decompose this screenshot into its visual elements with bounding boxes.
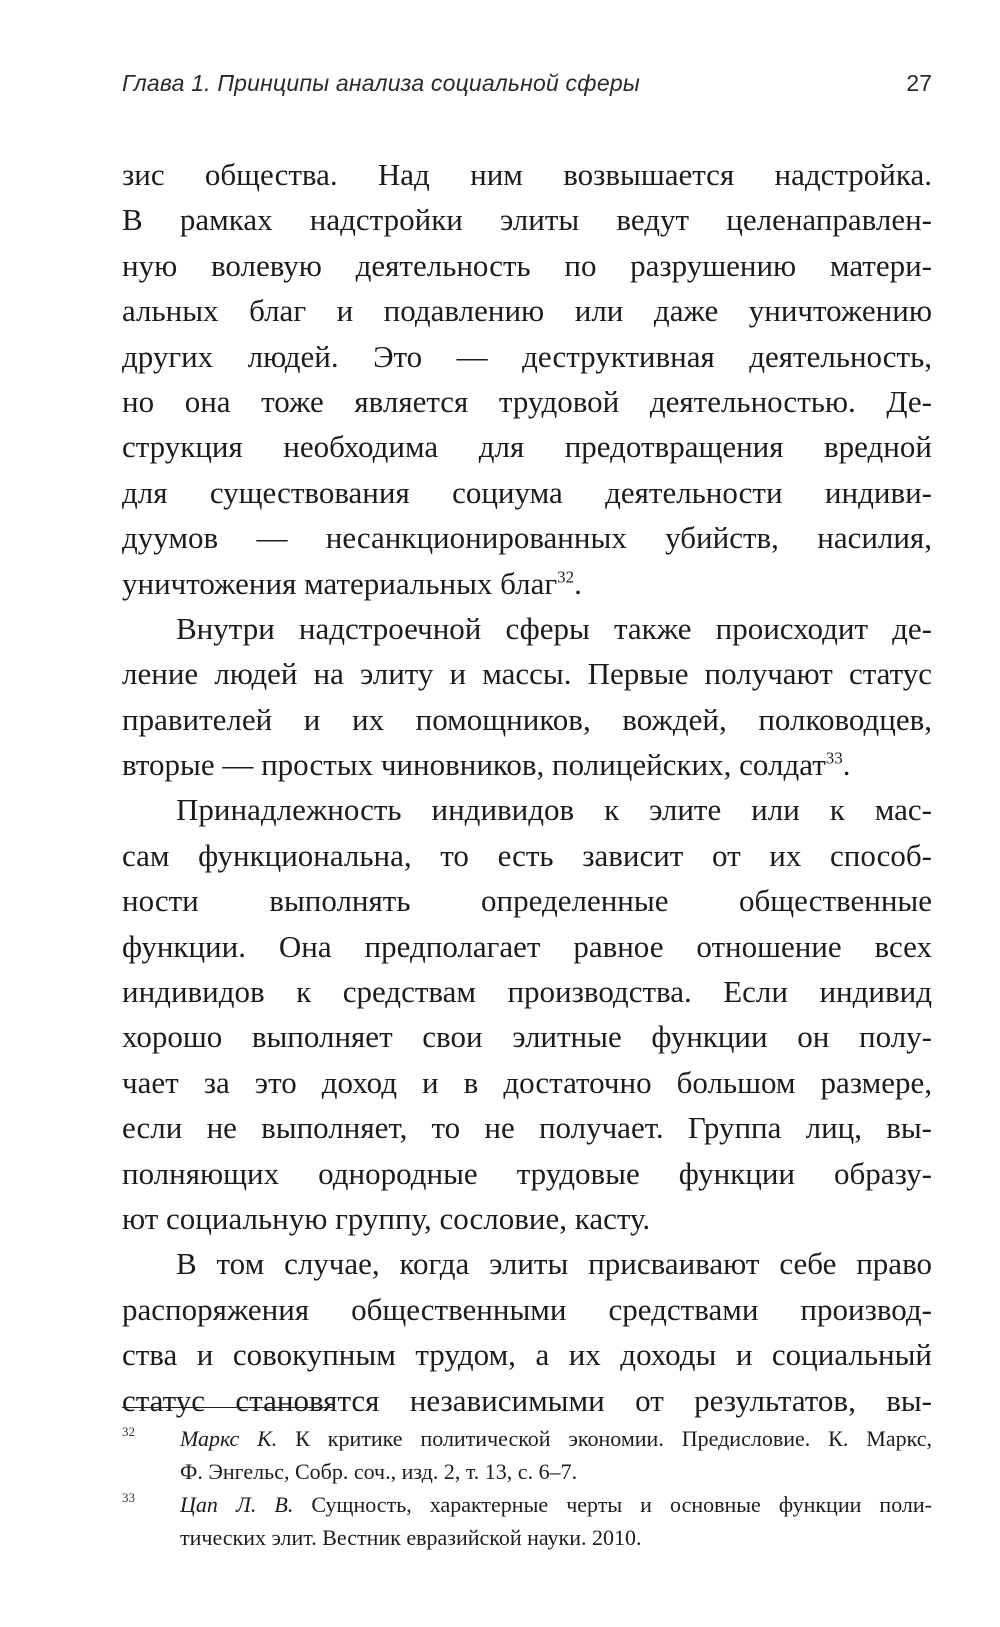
footnote-line [122, 1422, 932, 1455]
text-line: полняющих однородные трудовые функции образу- [122, 1155, 932, 1191]
text-line: зис общества. Над ним возвышается надстройка. [122, 157, 932, 192]
text-line: альных благ и подавлению или даже уничтожению [122, 293, 932, 329]
text-line: для существования социума деятельности индиви- [122, 474, 932, 510]
text-line: ление людей на элиту и массы. Первые получают статус [122, 656, 932, 692]
footnote-33 [122, 1488, 932, 1554]
text-run: . [574, 565, 582, 601]
paragraph-4 [122, 1241, 932, 1423]
text-line: если не выполняет, то не получает. Группа лиц, вы- [122, 1110, 932, 1146]
text-line [122, 742, 932, 787]
text-line: правителей и их помощников, вождей, полководцев, [122, 701, 932, 737]
text-line: В рамках надстройки элиты ведут целенаправлен- [122, 202, 932, 238]
text-line: хорошо выполняет свои элитные функции он полу- [122, 1019, 932, 1055]
footnote-number: 32 [122, 1424, 135, 1439]
footnote-text: К критике политической экономии. Предисловие. К. Маркс, [277, 1426, 932, 1451]
page-number: 27 [906, 70, 932, 96]
paragraph-2 [122, 606, 932, 788]
footnote-text: Сущность, характерные черты и основные функции поли- [293, 1492, 932, 1517]
text-line: но она тоже является трудовой деятельностью. Де- [122, 383, 932, 419]
text-line: струкция необходима для предотвращения вредной [122, 429, 932, 465]
chapter-title: Глава 1. Принципы анализа социальной сферы [122, 70, 641, 96]
text-line: В том случае, когда элиты присваивают себе право [176, 1246, 932, 1282]
footnote-number: 33 [122, 1490, 135, 1505]
text-line [122, 561, 932, 606]
text-line: ности выполнять определенные общественные [122, 883, 932, 919]
text-run: . [842, 747, 851, 783]
footnote-line [122, 1488, 932, 1521]
footnote-ref-32[interactable]: 32 [557, 567, 575, 587]
text-line: Внутри надстроечной сферы также происходит де- [176, 610, 932, 646]
running-head [122, 70, 932, 110]
footnote-author: Маркс К. [180, 1426, 278, 1451]
text-run: уничтожения материальных благ [122, 565, 558, 601]
text-line: чает за это доход и в достаточно большом размере, [122, 1064, 932, 1100]
footnote-divider [122, 1407, 332, 1408]
text-line: функции. Она предполагает равное отношение всех [122, 928, 932, 964]
text-line: сам функциональна, то есть зависит от их способ- [122, 837, 932, 873]
footnote-line: тических элит. Вестник евразийской науки. 2010. [180, 1525, 642, 1550]
paragraph-1 [122, 152, 932, 606]
footnote-author: Цап Л. В. [180, 1492, 294, 1517]
text-line: Принадлежность индивидов к элите или к мас- [176, 792, 932, 828]
text-run: вторые — простых чиновников, полицейских, солдат [122, 747, 826, 783]
footnote-line: Ф. Энгельс, Собр. соч., изд. 2, т. 13, с. 6–7. [180, 1459, 578, 1484]
text-line: статус становятся независимыми от результатов, вы- [122, 1382, 932, 1418]
footnote-32 [122, 1422, 932, 1488]
body-text [122, 152, 932, 1423]
text-line: других людей. Это — деструктивная деятельность, [122, 338, 932, 374]
text-line: ную волевую деятельность по разрушению матери- [122, 247, 932, 283]
footnote-ref-33[interactable]: 33 [825, 748, 843, 768]
text-line: индивидов к средствам производства. Если индивид [122, 974, 932, 1010]
paragraph-3 [122, 787, 932, 1241]
text-line: дуумов — несанкционированных убийств, насилия, [122, 520, 932, 556]
text-line: ства и совокупным трудом, а их доходы и социальный [122, 1337, 932, 1373]
footnotes [122, 1422, 932, 1554]
text-line: распоряжения общественными средствами производ- [122, 1291, 932, 1327]
text-line: ют социальную группу, сословие, касту. [122, 1200, 651, 1236]
